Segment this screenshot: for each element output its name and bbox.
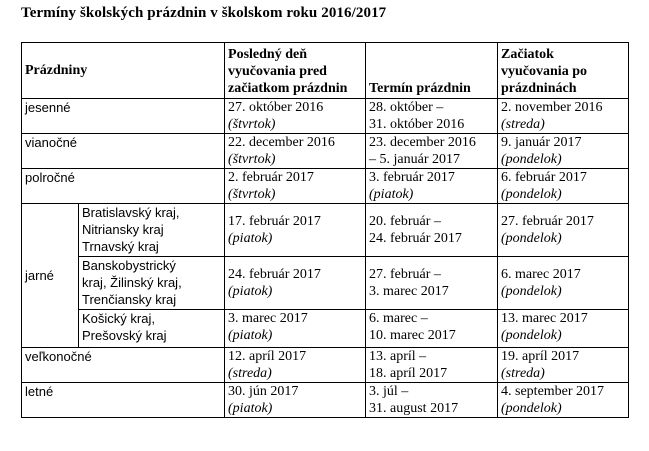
last-day-weekday: (streda) — [228, 366, 272, 381]
table-row — [22, 204, 629, 257]
term-line-2: 18. apríl 2017 — [369, 366, 448, 381]
start-weekday: (pondelok) — [501, 187, 562, 202]
last-day-weekday: (štvrtok) — [228, 117, 276, 132]
term-line-2: 31. august 2017 — [369, 401, 459, 416]
start-date: 6. marec 2017 — [501, 267, 581, 282]
term-line-1: 3. júl – — [369, 384, 409, 399]
header-start: Začiatok vyučovania po prázdninách — [498, 43, 629, 99]
start-date: 9. január 2017 — [501, 135, 582, 150]
term-weekday: (piatok) — [369, 187, 414, 202]
last-day-cell — [225, 134, 366, 169]
term-line-1: 3. február 2017 — [369, 170, 455, 185]
start-weekday: (pondelok) — [501, 401, 562, 416]
holiday-name: jarné — [22, 204, 79, 348]
start-date: 27. február 2017 — [501, 214, 594, 229]
region-cell — [79, 310, 225, 348]
start-weekday: (pondelok) — [501, 231, 562, 246]
last-day-weekday: (piatok) — [228, 284, 273, 299]
term-cell — [366, 134, 498, 169]
term-cell — [366, 348, 498, 383]
last-day-cell — [225, 310, 366, 348]
table-row — [22, 348, 629, 383]
last-day-cell — [225, 383, 366, 418]
holiday-name: polročné — [22, 169, 225, 204]
region-line: Trnavský kraj — [82, 239, 159, 254]
term-line-2: – 5. január 2017 — [369, 152, 460, 167]
start-cell — [498, 348, 629, 383]
start-cell — [498, 383, 629, 418]
term-line-2: 31. október 2016 — [369, 117, 465, 132]
start-cell — [498, 169, 629, 204]
start-cell — [498, 257, 629, 310]
holiday-name: veľkonočné — [22, 348, 225, 383]
region-line: Trenčiansky kraj — [82, 292, 177, 307]
term-line-1: 20. február – — [369, 214, 441, 229]
region-line: Nitriansky kraj — [82, 222, 164, 237]
term-line-1: 27. február – — [369, 267, 441, 282]
term-line-2: 10. marec 2017 — [369, 328, 456, 343]
last-day-date: 22. december 2016 — [228, 135, 335, 150]
holiday-name: letné — [22, 383, 225, 418]
last-day-weekday: (piatok) — [228, 401, 273, 416]
header-term: Termín prázdnin — [366, 43, 498, 99]
term-line-1: 23. december 2016 — [369, 135, 476, 150]
last-day-weekday: (piatok) — [228, 231, 273, 246]
holiday-name: vianočné — [22, 134, 225, 169]
start-cell — [498, 134, 629, 169]
table-row — [22, 310, 629, 348]
start-weekday: (pondelok) — [501, 152, 562, 167]
last-day-weekday: (štvrtok) — [228, 152, 276, 167]
header-last-day: Posledný deň vyučovania pred začiatkom prázdnin — [225, 43, 366, 99]
term-cell — [366, 310, 498, 348]
region-line: Prešovský kraj — [82, 328, 167, 343]
table-header-row — [22, 43, 629, 99]
table-row — [22, 383, 629, 418]
page-title: Termíny školských prázdnin v školskom roku 2016/2017 — [21, 5, 387, 21]
term-cell — [366, 257, 498, 310]
start-date: 13. marec 2017 — [501, 311, 588, 326]
term-line-2: 24. február 2017 — [369, 231, 462, 246]
start-weekday: (pondelok) — [501, 328, 562, 343]
last-day-date: 12. apríl 2017 — [228, 349, 307, 364]
last-day-cell — [225, 204, 366, 257]
term-line-1: 28. október – — [369, 100, 444, 115]
table-row — [22, 257, 629, 310]
table-row — [22, 169, 629, 204]
term-cell — [366, 204, 498, 257]
last-day-date: 2. február 2017 — [228, 170, 314, 185]
region-cell — [79, 204, 225, 257]
term-cell — [366, 169, 498, 204]
start-cell — [498, 204, 629, 257]
region-line: kraj, Žilinský kraj, — [82, 275, 182, 290]
region-cell — [79, 257, 225, 310]
last-day-date: 3. marec 2017 — [228, 311, 308, 326]
table-row — [22, 134, 629, 169]
term-line-1: 13. apríl – — [369, 349, 427, 364]
start-date: 2. november 2016 — [501, 100, 603, 115]
start-cell — [498, 99, 629, 134]
term-cell — [366, 383, 498, 418]
start-weekday: (streda) — [501, 117, 545, 132]
start-date: 6. február 2017 — [501, 170, 587, 185]
holiday-table — [21, 42, 629, 418]
last-day-weekday: (štvrtok) — [228, 187, 276, 202]
last-day-date: 30. jún 2017 — [228, 384, 299, 399]
term-line-2: 3. marec 2017 — [369, 284, 449, 299]
last-day-date: 24. február 2017 — [228, 267, 321, 282]
holiday-name: jesenné — [22, 99, 225, 134]
last-day-cell — [225, 99, 366, 134]
start-date: 19. apríl 2017 — [501, 349, 580, 364]
term-line-1: 6. marec – — [369, 311, 428, 326]
last-day-weekday: (piatok) — [228, 328, 273, 343]
last-day-cell — [225, 348, 366, 383]
region-line: Bratislavský kraj, — [82, 205, 180, 220]
last-day-date: 17. február 2017 — [228, 214, 321, 229]
term-cell — [366, 99, 498, 134]
header-holidays: Prázdniny — [22, 43, 225, 99]
last-day-date: 27. október 2016 — [228, 100, 324, 115]
last-day-cell — [225, 257, 366, 310]
region-line: Banskobystrický — [82, 258, 176, 273]
start-weekday: (streda) — [501, 366, 545, 381]
start-cell — [498, 310, 629, 348]
region-line: Košický kraj, — [82, 311, 155, 326]
table-row — [22, 99, 629, 134]
last-day-cell — [225, 169, 366, 204]
start-weekday: (pondelok) — [501, 284, 562, 299]
start-date: 4. september 2017 — [501, 384, 605, 399]
